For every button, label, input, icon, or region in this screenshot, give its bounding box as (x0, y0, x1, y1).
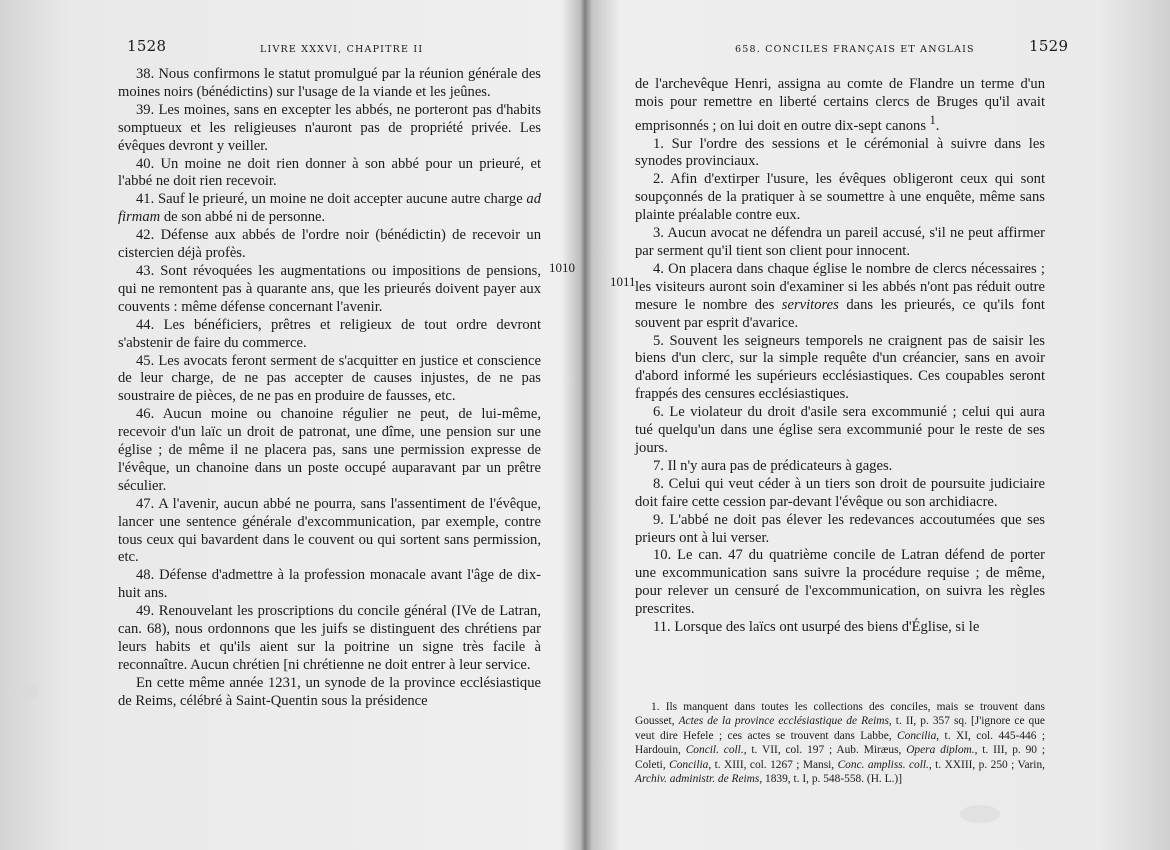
paragraph: 38. Nous confirmons le statut promulgué par la réunion générale des moines noirs (bénédictins) sur l'usage de la viande et les jeûnes. (118, 66, 541, 100)
paragraph-text: de son abbé ni de personne. (160, 209, 326, 226)
paragraph-text: dans les prieurés, ce qu'ils font souvent par esprit d'avarice. (635, 296, 1045, 331)
paragraph: 39. Les moines, sans en excepter les abbés, ne porteront pas d'habits somptueux et les religieuses n'auront pas de propriété privée. Les évêques devront y veiller. (118, 101, 541, 154)
paragraph-text: 4. On placera dans chaque église le nombre de clercs nécessaires ; les visiteurs auront soin d'examiner si les abbés n'ont pas réduit outre mesure le nombre des (635, 260, 1045, 313)
paragraph: En cette même année 1231, un synode de la province ecclésiastique de Reims, célébré à Saint-Quentin sous la présidence (118, 674, 541, 709)
paragraph: 40. Un moine ne doit rien donner à son abbé pour un prieuré, et l'abbé ne doit rien recevoir. (118, 155, 541, 190)
italic-term: servitores (781, 296, 839, 313)
paragraph: 49. Renouvelant les proscriptions du concile général (IVe de Latran, can. 68), nous ordonnons que les juifs se distinguent des chrétiens par leurs habits et qu'ils aient sur la poitrine un signe très facile à reconnaître. Aucun chrétien [ni chrétienne ne doit entrer à leur service. (118, 603, 541, 673)
paragraph: 9. L'abbé ne doit pas élever les redevances accoutumées que ses prieurs ont à lui verser. (635, 511, 1045, 546)
italic-term: ad firmam (118, 191, 541, 226)
paragraph: 45. Les avocats feront serment de s'acquitter en justice et conscience de leur charge, de ne pas accepter de causes injustes, de ne pas soustraire de pièces, de ne pas en produire de fausses, etc. (118, 352, 541, 405)
footnote-marker: 1 (929, 112, 936, 127)
paragraph-text: de l'archevêque Henri, assigna au comte de Flandre un terme d'un mois pour remettre en liberté certains clercs de Bruges qu'il avait emprisonnés ; on lui doit en outre dix-sept canons (635, 76, 1045, 134)
paragraph: 8. Celui qui veut céder à un tiers son droit de poursuite judiciaire doit faire cette cession par-devant l'évêque ou son archidiacre. (635, 475, 1045, 510)
paragraph: 11. Lorsque des laïcs ont usurpé des biens d'Église, si le (653, 619, 980, 636)
footnote-title: Opera diplom. (906, 744, 975, 757)
right-page (585, 0, 1170, 850)
paragraph: 3. Aucun avocat ne défendra un pareil accusé, s'il ne peut affirmer par serment qu'il tient son client pour innocent. (635, 225, 1045, 260)
paragraph: 2. Afin d'extirper l'usure, les évêques obligeront ceux qui sont soupçonnés de la pratiquer à se soumettre à une enquête, même sans plainte préalable contre eux. (635, 171, 1045, 224)
paragraph: 46. Aucun moine ou chanoine régulier ne peut, de lui-même, recevoir d'un laïc un droit de patronat, une dîme, une pension sur une église ; de même il ne placera pas, sans une permission expresse de l'évêque, un chanoine dans un poste occupé auparavant par un prêtre séculier. (118, 406, 541, 494)
paragraph: 6. Le violateur du droit d'asile sera excommunié ; celui qui aura tué quelqu'un dans une église sera excommunié pour le reste de ses jours. (635, 404, 1045, 456)
footnote-segment: , t. XXIII, p. 250 ; Varin, (928, 758, 1046, 771)
footnote-title: Concilia (897, 729, 937, 742)
page-body (635, 76, 1045, 637)
footnote-segment: , t. III, p. 90 ; Coleti, (635, 744, 1045, 771)
footnote-segment: , t. XI, col. 445-446 ; Hardouin, (635, 729, 1046, 757)
paragraph: 5. Souvent les seigneurs temporels ne craignent pas de saisir les biens d'un clerc, sur la simple requête d'un créancier, sans en avoir d'abord informé les supérieurs ecclésiastiques. Ces coupables seront frappés des censures ecclésiastiques. (635, 332, 1045, 403)
paragraph: 10. Le can. 47 du quatrième concile de Latran défend de porter une excommunication sans suivre la procédure requise ; de même, pour relever un censuré de l'excommunication, on suivra les règles prescrites. (635, 547, 1045, 618)
footnote-segment: , 1839, t. I, p. 548-558. (H. L.)] (759, 773, 903, 786)
page-body (118, 66, 541, 711)
footnote-text (635, 700, 1045, 786)
paragraph (635, 261, 1045, 333)
margin-column-number: 1011 (610, 274, 636, 289)
footnote-segment: , t. XIII, col. 1267 ; Mansi, (708, 758, 838, 771)
paragraph (118, 191, 541, 227)
footnote-title: Concilia (669, 758, 709, 771)
footnote-title: Archiv. administr. de Reims (635, 773, 760, 786)
paragraph: 42. Défense aux abbés de l'ordre noir (bénédictin) de recevoir un cistercien déjà profès. (118, 227, 541, 262)
footnote-title: Actes de la province ecclésiastique de Reims (678, 715, 889, 728)
running-head: LIVRE XXXVI, CHAPITRE II (260, 44, 424, 55)
footnote-segment: , t. II, p. 357 sq. [J'ignore ce que veut dire Hefele ; ces actes se trouvent dans Labbe, (635, 715, 1045, 742)
paragraph: de l'archevêque Henri, assigna au comte de Flandre un terme d'un mois pour remettre en liberté certains clercs de Bruges qu'il avait emprisonnés ; on lui doit en outre dix-sept canons $^1$. (635, 76, 1045, 134)
footnote (635, 700, 1045, 786)
footnote-segment: 1. Ils manquent dans toutes les collections des conciles, mais se trouvent dans Gousset, (635, 701, 1045, 728)
paragraph-text: 41. Sauf le prieuré, un moine ne doit accepter aucune autre charge (136, 191, 527, 208)
margin-column-number: 1010 (549, 260, 575, 275)
running-head: 658. CONCILES FRANÇAIS ET ANGLAIS (735, 44, 975, 55)
paragraph: 1. Sur l'ordre des sessions et le cérémonial à suivre dans les synodes provinciaux. (635, 135, 1045, 170)
footnote-title: Concil. coll. (685, 744, 744, 757)
page-number: 1529 (1029, 37, 1069, 55)
paragraph: 44. Les bénéficiers, prêtres et religieux de tout ordre devront s'abstenir de faire du commerce. (118, 316, 541, 351)
paragraph: 48. Défense d'admettre à la profession monacale avant l'âge de dix-huit ans. (118, 567, 541, 602)
paragraph: 47. A l'avenir, aucun abbé ne pourra, sans l'assentiment de l'évêque, lancer une sentence générale d'excommunication, par exemple, contre tous ceux qui bavardent dans le couvent ou qui sortent sans permission, etc. (118, 495, 541, 566)
paragraph: 43. Sont révoquées les augmentations ou impositions de pensions, qui ne remontent pas à quarante ans, que les prieurés doivent payer aux couvents : même défense concernant l'avenir. (118, 262, 541, 315)
footnote-title: Conc. ampliss. coll. (837, 758, 929, 771)
footnote-segment: , t. VII, col. 197 ; Aub. Miræus, (743, 744, 907, 757)
page-number: 1528 (127, 37, 167, 55)
paragraph: 7. Il n'y aura pas de prédicateurs à gages. (653, 457, 893, 474)
